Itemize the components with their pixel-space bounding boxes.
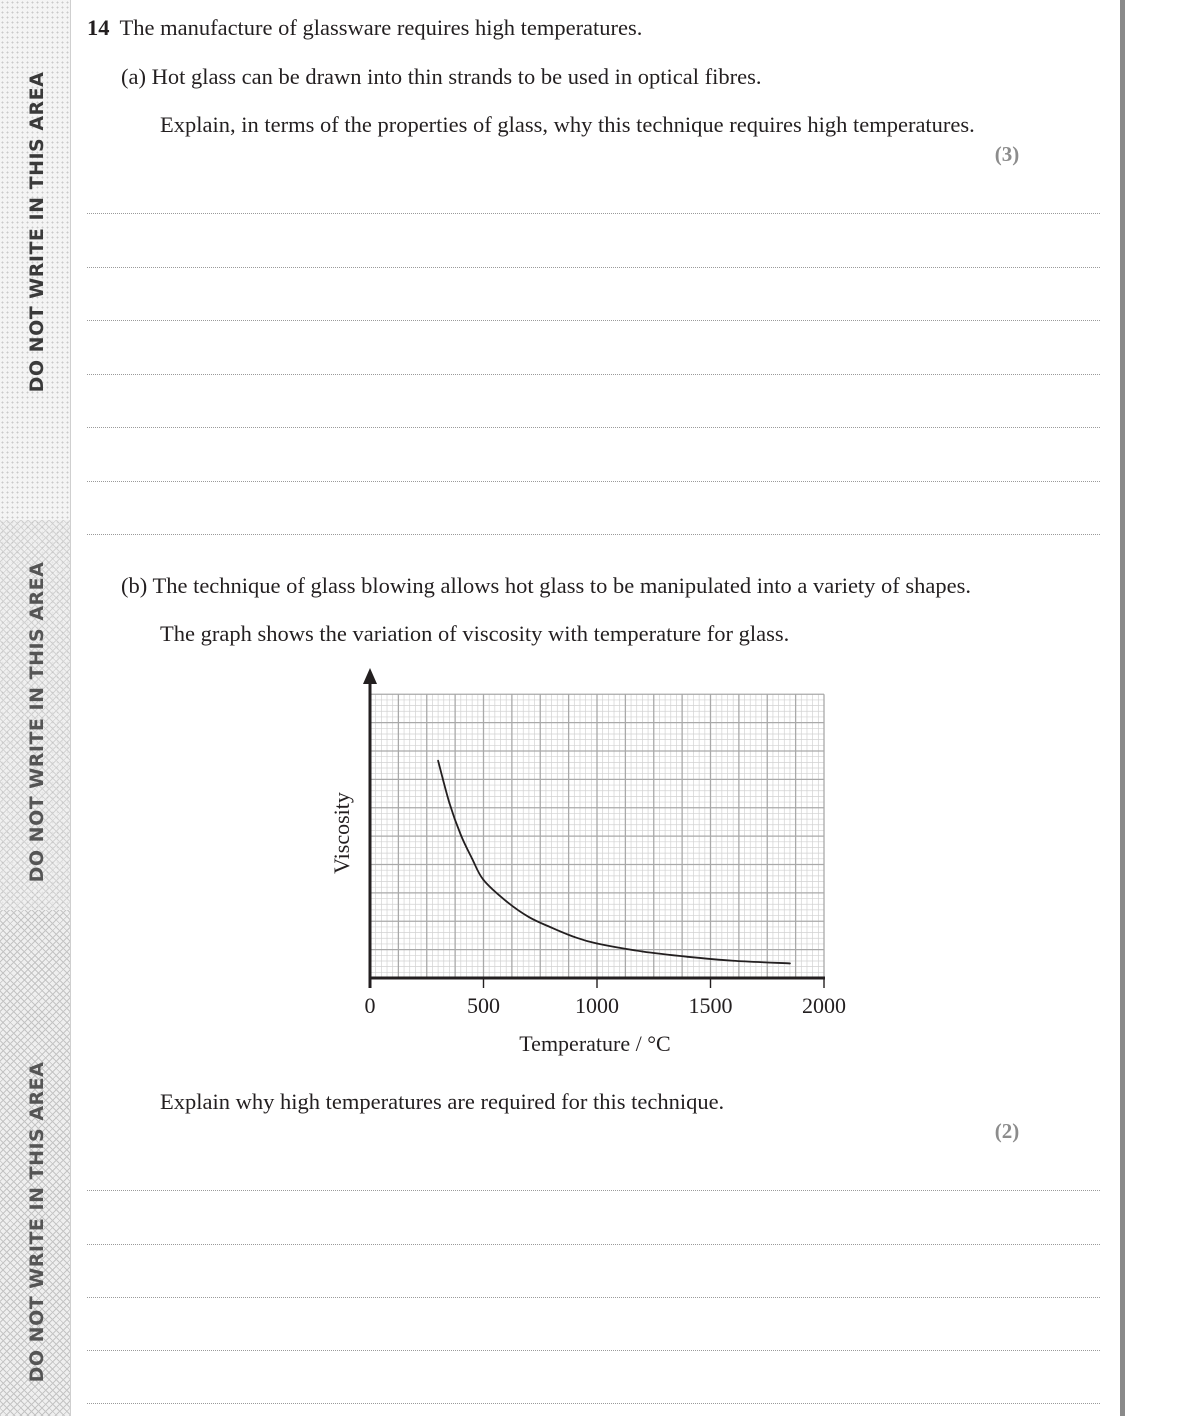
viscosity-data-point (732, 960, 734, 962)
part-b-instruction: Explain why high temperatures are required for this technique. (160, 1089, 725, 1114)
part-a-instruction: Explain, in terms of the properties of glass, why this technique requires high temperatures. (160, 112, 975, 137)
answer-line[interactable] (87, 534, 1100, 535)
viscosity-data-point (437, 760, 439, 762)
part-b-text: (b) The technique of glass blowing allows hot glass to be manipulated into a variety of shapes. (121, 573, 972, 598)
viscosity-data-point (449, 802, 451, 804)
do-not-write-margin (0, 0, 71, 1416)
viscosity-data-point (687, 956, 689, 958)
part-a-label: (a) (121, 64, 146, 89)
answer-line[interactable] (87, 1350, 1100, 1351)
viscosity-data-point (642, 951, 644, 953)
viscosity-data-point (505, 900, 507, 902)
answer-line[interactable] (87, 1403, 1100, 1404)
question-stem: The manufacture of glassware requires high temperatures. (119, 15, 643, 40)
viscosity-data-point (596, 943, 598, 945)
x-tick-label: 1000 (575, 993, 619, 1018)
margin-warning-text: DO NOT WRITE IN THIS AREA (26, 561, 48, 883)
part-a-text: (a) Hot glass can be drawn into thin strands to be used in optical fibres. (121, 64, 762, 89)
x-tick-label: 500 (467, 993, 500, 1018)
chart-x-ticks (365, 977, 847, 1018)
viscosity-data-point (551, 927, 553, 929)
viscosity-data-point (789, 963, 791, 965)
answer-line[interactable] (87, 1244, 1100, 1245)
question-number: 14 (87, 15, 110, 40)
x-tick-label: 0 (364, 993, 376, 1018)
margin-warning-text: DO NOT WRITE IN THIS AREA (26, 1061, 48, 1383)
page-border-bar (1120, 0, 1125, 1416)
answer-line[interactable] (87, 213, 1100, 214)
viscosity-data-point (528, 916, 530, 918)
answer-line[interactable] (87, 1190, 1100, 1191)
part-a-marks: (3) (994, 142, 1020, 166)
x-tick-label: 2000 (802, 993, 846, 1018)
viscosity-temperature-graph (320, 660, 880, 1060)
viscosity-data-point (573, 936, 575, 938)
answer-line[interactable] (87, 427, 1100, 428)
margin-warning-text: DO NOT WRITE IN THIS AREA (26, 71, 48, 393)
part-b-label: (b) (121, 573, 148, 598)
x-tick-label: 1500 (688, 993, 733, 1018)
y-axis-label: Viscosity (329, 792, 354, 874)
answer-line[interactable] (87, 1297, 1100, 1298)
x-axis-label: Temperature / °C (519, 1031, 671, 1056)
part-b-graph-intro: The graph shows the variation of viscosity with temperature for glass. (160, 621, 790, 646)
answer-line[interactable] (87, 481, 1100, 482)
viscosity-data-point (483, 879, 485, 881)
answer-line[interactable] (87, 320, 1100, 321)
viscosity-data-point (471, 858, 473, 860)
y-axis-arrowhead (363, 668, 377, 684)
answer-line[interactable] (87, 267, 1100, 268)
viscosity-data-point (460, 834, 462, 836)
question-heading (87, 15, 642, 41)
part-b-marks: (2) (994, 1119, 1020, 1143)
answer-line[interactable] (87, 374, 1100, 375)
